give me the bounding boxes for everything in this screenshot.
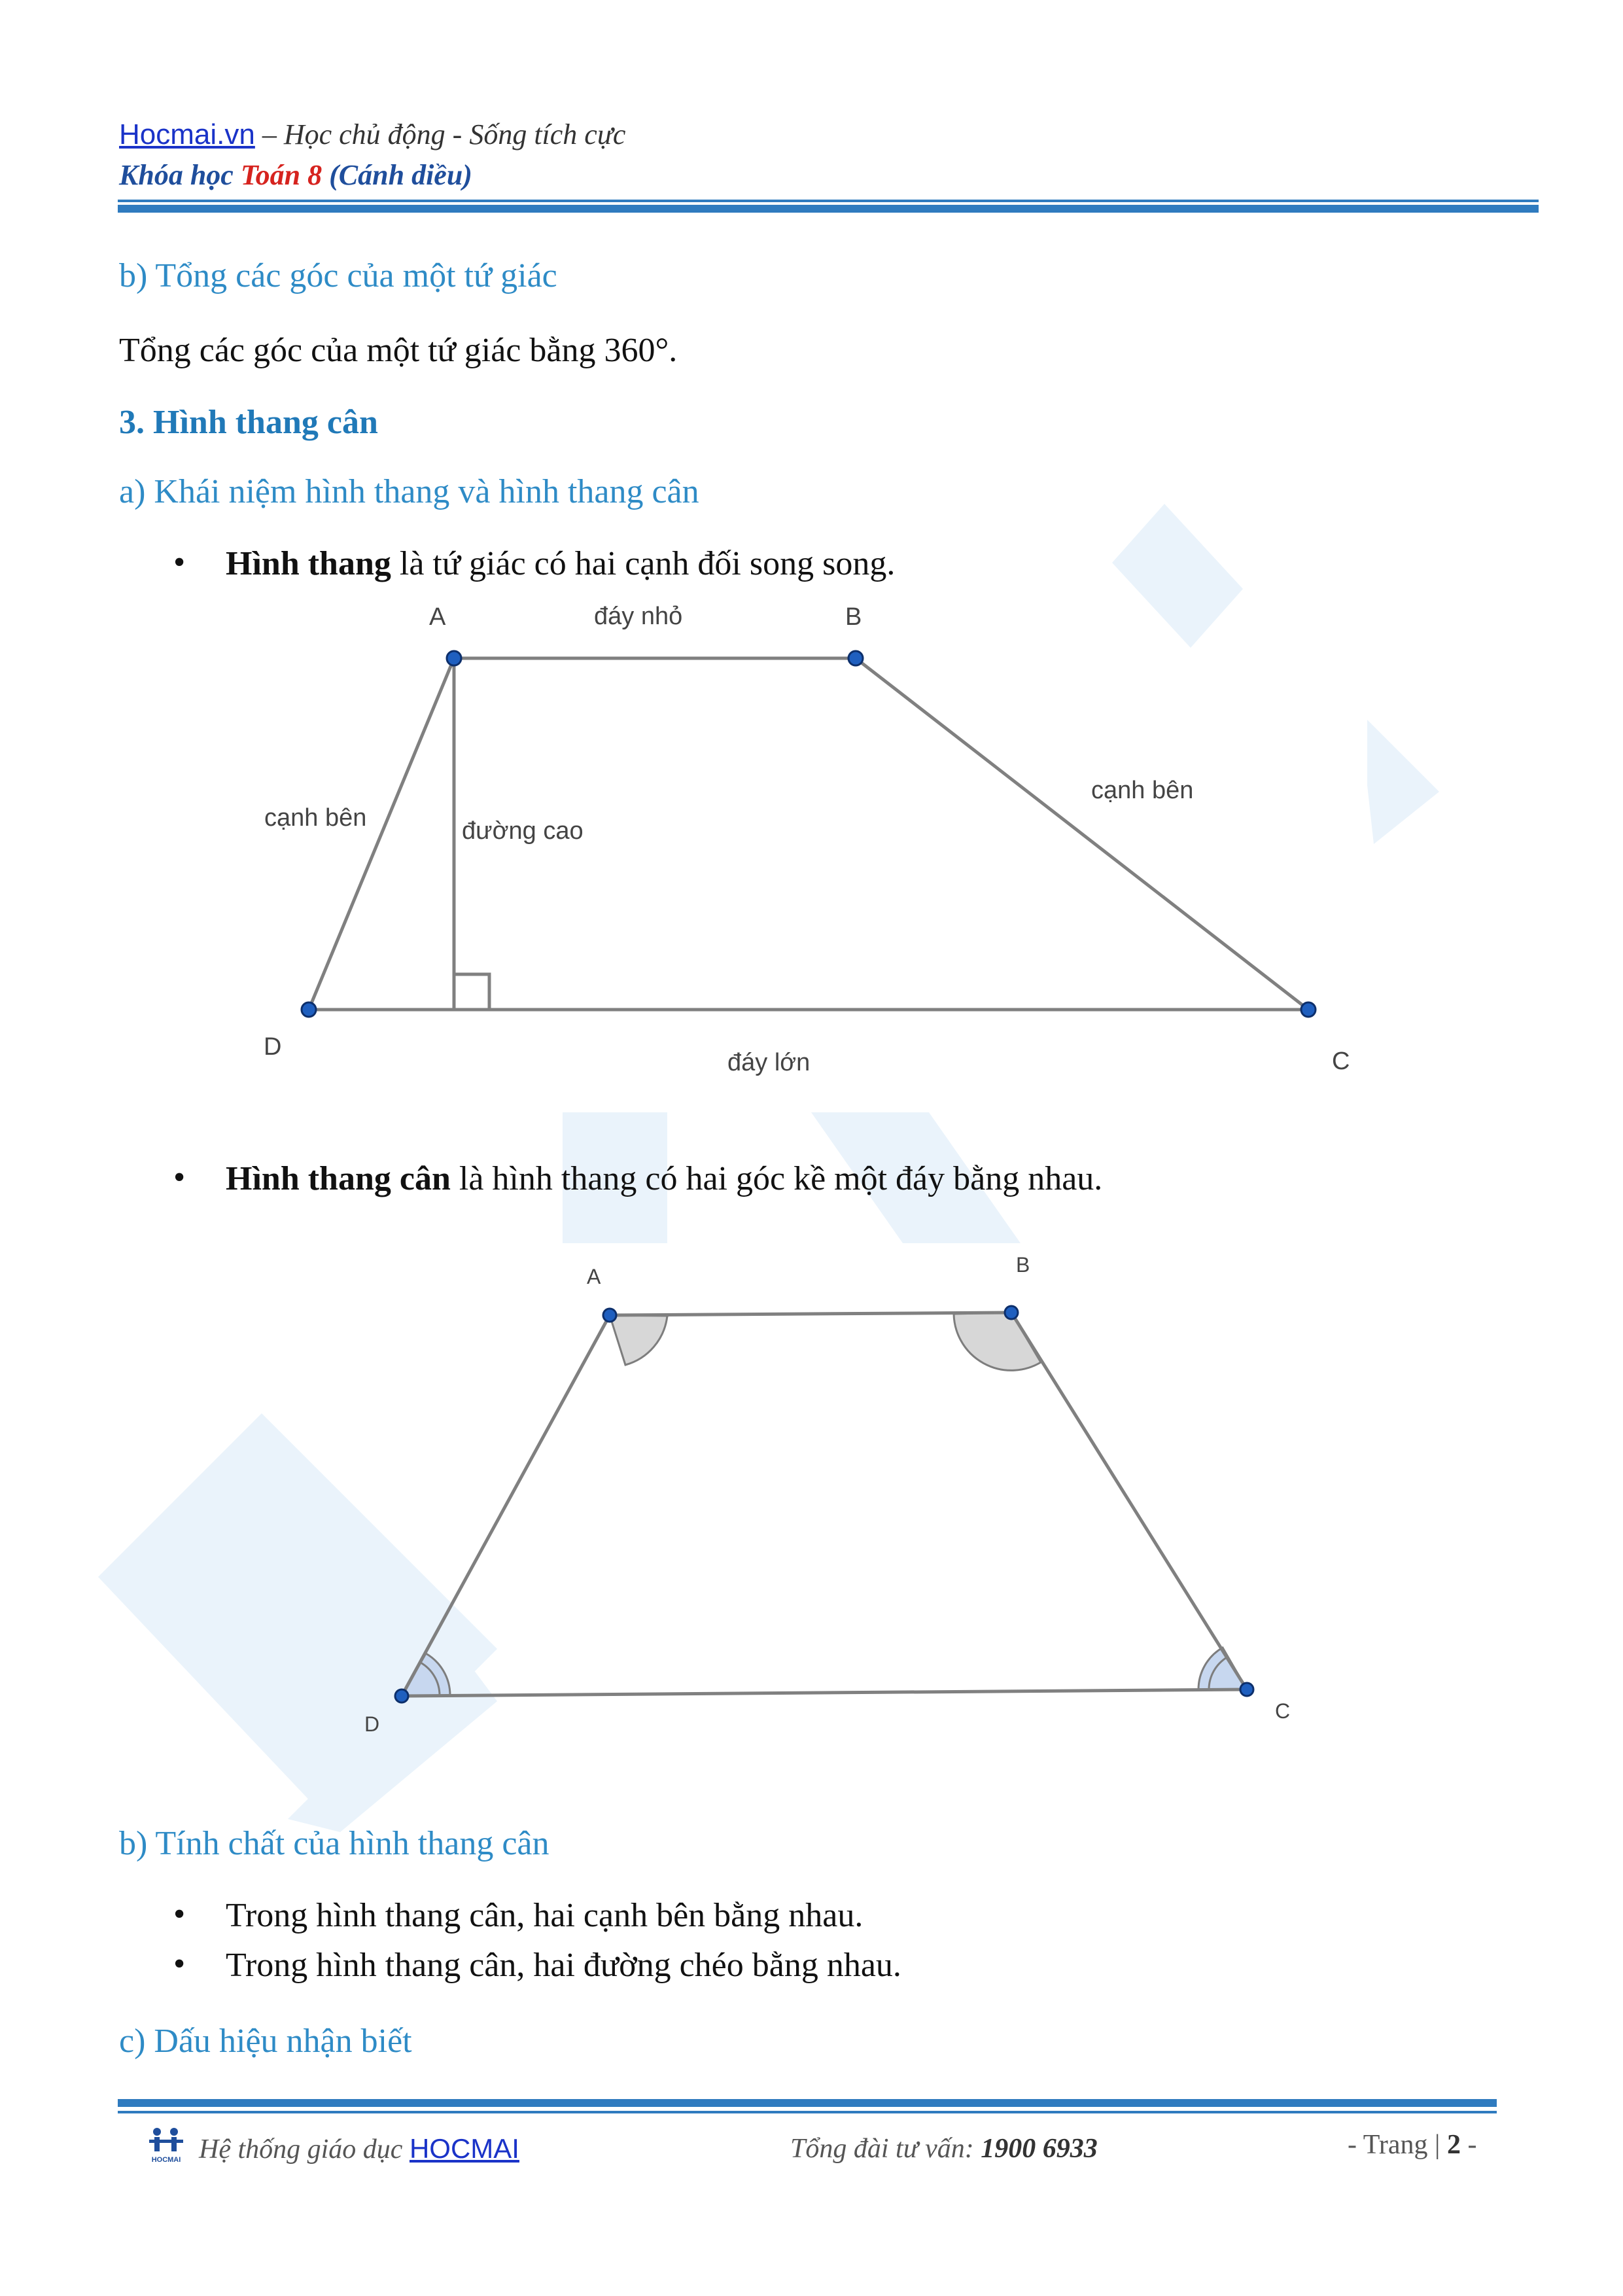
- section-3c-heading: c) Dấu hiệu nhận biết: [119, 2022, 412, 2060]
- property-equal-legs: • Trong hình thang cân, hai cạnh bên bằng nhau.: [173, 1896, 864, 1934]
- label-A: A: [587, 1265, 601, 1288]
- segment-CD: [402, 1689, 1247, 1696]
- bullet-dot: •: [173, 1945, 186, 1983]
- header-slogan: – Học chủ động - Sống tích cực: [254, 118, 626, 150]
- section-b-heading: b) Tổng các góc của một tứ giác: [119, 257, 557, 294]
- label-height: đường cao: [462, 817, 584, 845]
- hocmai-link[interactable]: HOCMAI: [409, 2133, 519, 2164]
- point-C: [1240, 1683, 1253, 1696]
- label-C: C: [1332, 1048, 1350, 1075]
- term-trapezoid: Hình thang: [226, 545, 391, 582]
- property-equal-diagonals: • Trong hình thang cân, hai đường chéo bằng nhau.: [173, 1945, 901, 1984]
- segment-AB: [610, 1313, 1011, 1315]
- bullet-dot: •: [173, 544, 186, 581]
- bullet-dot: •: [173, 1896, 186, 1933]
- label-right-side: cạnh bên: [1091, 777, 1194, 804]
- label-small-base: đáy nhỏ: [594, 603, 683, 630]
- point-D: [395, 1689, 408, 1703]
- label-left-side: cạnh bên: [264, 804, 367, 832]
- hocmai-logo-icon: [145, 2127, 187, 2164]
- segment-BC: [1011, 1313, 1247, 1689]
- section-3b-heading: b) Tính chất của hình thang cân: [119, 1825, 550, 1862]
- bullet-isosceles-definition: • Hình thang cân là hình thang có hai góc kề một đáy bằng nhau.: [173, 1159, 1103, 1197]
- section-3-heading: 3. Hình thang cân: [119, 404, 378, 441]
- label-B: B: [845, 603, 862, 631]
- bullet-trapezoid-definition: • Hình thang là tứ giác có hai cạnh đối song song.: [173, 544, 896, 582]
- segment-DA: [402, 1315, 610, 1696]
- logo-text: HOCMAI: [151, 2156, 181, 2164]
- angle-mark-C: [1198, 1648, 1247, 1690]
- angle-sum-text: Tổng các góc của một tứ giác bằng 360°.: [119, 332, 678, 369]
- course-title: Khóa học Toán 8 (Cánh diều): [119, 159, 472, 191]
- point-B: [1005, 1306, 1018, 1319]
- footer-rule-thick: [118, 2099, 1497, 2107]
- label-D: D: [264, 1033, 282, 1061]
- label-C: C: [1275, 1699, 1291, 1723]
- footer-rule-thin: [118, 2111, 1497, 2113]
- course-subject: Toán 8: [240, 159, 323, 191]
- section-3a-heading: a) Khái niệm hình thang và hình thang cân: [119, 473, 699, 510]
- label-B: B: [1016, 1253, 1030, 1277]
- footer-system: Hệ thống giáo dục HOCMAI: [199, 2133, 519, 2164]
- label-A: A: [429, 603, 446, 631]
- page-number: - Trang | 2 -: [1348, 2130, 1477, 2160]
- term-isosceles-trapezoid: Hình thang cân: [226, 1160, 451, 1197]
- label-large-base: đáy lớn: [727, 1049, 811, 1076]
- point-A: [603, 1309, 616, 1322]
- angle-mark-D: [402, 1653, 450, 1696]
- site-link[interactable]: Hocmai.vn: [119, 118, 255, 150]
- label-D: D: [364, 1712, 380, 1736]
- angle-mark-A: [610, 1315, 667, 1365]
- footer-hotline: Tổng đài tư vấn: 1900 6933: [790, 2134, 1098, 2164]
- bullet-dot: •: [173, 1159, 186, 1196]
- hotline-number: 1900 6933: [981, 2134, 1098, 2164]
